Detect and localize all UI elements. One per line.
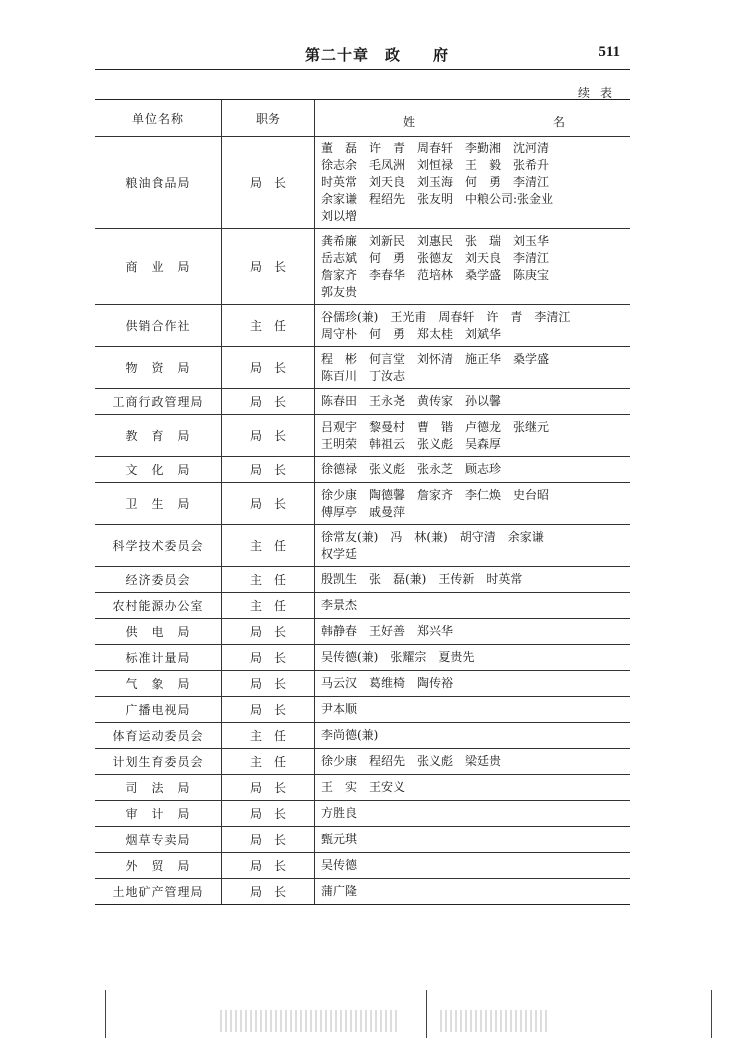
scan-noise [440, 1010, 550, 1032]
names-line: 殷凯生 张 磊(兼) 王传新 时英常 [321, 572, 523, 586]
names-line: 龚希廉 刘新民 刘惠民 张 瑞 刘玉华 [321, 233, 550, 248]
unit-name-cell: 经济委员会 [95, 567, 222, 593]
names-cell [315, 645, 631, 671]
unit-name-cell: 农村能源办公室 [95, 593, 222, 619]
post-cell: 局 长 [222, 645, 315, 671]
names-line: 谷儒珍(兼) 王光甫 周春轩 许 青 李清江 [321, 309, 571, 324]
names-line: 董 磊 许 青 周春轩 李勤湘 沈河清 [321, 141, 550, 155]
names-cell [315, 457, 631, 483]
names-line: 甄元琪 [321, 832, 358, 846]
post-cell: 主 任 [222, 567, 315, 593]
names-cell [315, 801, 631, 827]
unit-name-cell: 供 电 局 [95, 619, 222, 645]
table-row [95, 749, 630, 775]
names-line: 岳志斌 何 勇 张德友 刘天良 李清江 [321, 250, 550, 265]
names-line: 程 彬 何言堂 刘怀清 施正华 桑学盛 [321, 351, 550, 366]
post-cell: 局 长 [222, 671, 315, 697]
scan-noise [220, 1010, 400, 1032]
post-cell: 局 长 [222, 853, 315, 879]
names-line: 吕观宇 黎曼村 曹 锴 卢德龙 张继元 [321, 419, 550, 434]
names-line: 李尚德(兼) [321, 728, 379, 742]
unit-name-cell: 气 象 局 [95, 671, 222, 697]
table-row [95, 593, 630, 619]
unit-name-cell: 外 贸 局 [95, 853, 222, 879]
names-cell [315, 567, 631, 593]
table-row [95, 305, 630, 347]
names-cell [315, 879, 631, 905]
table-row [95, 775, 630, 801]
unit-name-cell: 广播电视局 [95, 697, 222, 723]
unit-name-cell: 商 业 局 [95, 229, 222, 305]
unit-name-cell: 物 资 局 [95, 347, 222, 389]
column-header-post: 职务 [222, 100, 315, 137]
column-header-name [315, 100, 631, 137]
post-cell: 主 任 [222, 723, 315, 749]
names-cell [315, 697, 631, 723]
table-row [95, 801, 630, 827]
table-row [95, 415, 630, 457]
unit-name-cell: 供销合作社 [95, 305, 222, 347]
post-cell: 局 长 [222, 619, 315, 645]
table-row [95, 853, 630, 879]
unit-name-cell: 教 育 局 [95, 415, 222, 457]
post-cell: 局 长 [222, 827, 315, 853]
unit-name-cell: 标准计量局 [95, 645, 222, 671]
table-row [95, 645, 630, 671]
continued-label: 续表 [578, 86, 623, 100]
post-cell: 局 长 [222, 137, 315, 229]
names-line: 徐少康 陶德馨 詹家齐 李仁焕 史台昭 [321, 487, 550, 502]
names-cell [315, 229, 631, 305]
names-cell [315, 749, 631, 775]
header-rule [95, 69, 630, 70]
names-line: 吴传德 [321, 858, 358, 872]
table-row [95, 229, 630, 305]
unit-name-cell: 审 计 局 [95, 801, 222, 827]
unit-name-cell: 文 化 局 [95, 457, 222, 483]
names-line: 刘以增 [321, 209, 358, 223]
names-cell [315, 483, 631, 525]
names-line: 徐德禄 张义彪 张永芝 顾志珍 [321, 462, 502, 476]
names-cell [315, 671, 631, 697]
names-cell [315, 389, 631, 415]
table-row [95, 827, 630, 853]
post-cell: 主 任 [222, 305, 315, 347]
table-row [95, 723, 630, 749]
names-line: 王 实 王安义 [321, 780, 406, 794]
post-cell: 局 长 [222, 879, 315, 905]
names-line: 陈百川 丁汝志 [321, 368, 406, 383]
names-cell [315, 137, 631, 229]
table-row [95, 567, 630, 593]
names-cell [315, 305, 631, 347]
table-row [95, 525, 630, 567]
names-line: 权学廷 [321, 546, 358, 561]
names-line: 陈春田 王永尧 黄传家 孙以馨 [321, 394, 502, 408]
table-row [95, 137, 630, 229]
post-cell: 局 长 [222, 775, 315, 801]
names-line: 徐常友(兼) 冯 林(兼) 胡守清 余家谦 [321, 529, 544, 544]
post-cell: 主 任 [222, 749, 315, 775]
table-row [95, 347, 630, 389]
names-line: 傅厚亭 戚曼萍 [321, 504, 406, 519]
names-line: 方胜良 [321, 806, 358, 820]
names-line: 蒲广隆 [321, 884, 358, 898]
names-line: 尹本顺 [321, 702, 358, 716]
post-cell: 主 任 [222, 525, 315, 567]
names-line: 余家谦 程绍先 张友明 中粮公司:张金业 [321, 192, 554, 206]
names-cell [315, 827, 631, 853]
table-body [95, 137, 630, 905]
table-row [95, 671, 630, 697]
names-line: 周守朴 何 勇 郑太桂 刘斌华 [321, 326, 502, 341]
post-cell: 局 长 [222, 801, 315, 827]
scan-edge-right [711, 990, 712, 1038]
table-row [95, 483, 630, 525]
post-cell: 局 长 [222, 347, 315, 389]
names-cell [315, 347, 631, 389]
names-cell [315, 619, 631, 645]
unit-name-cell: 科学技术委员会 [95, 525, 222, 567]
table-row [95, 457, 630, 483]
unit-name-cell: 粮油食品局 [95, 137, 222, 229]
unit-name-cell: 工商行政管理局 [95, 389, 222, 415]
names-cell [315, 723, 631, 749]
names-line: 徐少康 程绍先 张义彪 梁廷贵 [321, 754, 502, 768]
names-line: 吴传德(兼) 张耀宗 夏贵先 [321, 650, 475, 664]
unit-name-cell: 卫 生 局 [95, 483, 222, 525]
chapter-title: 第二十章 政 府 [305, 46, 450, 64]
post-cell: 局 长 [222, 457, 315, 483]
table-row [95, 619, 630, 645]
post-cell: 局 长 [222, 483, 315, 525]
names-line: 韩静春 王好善 郑兴华 [321, 624, 454, 638]
names-cell [315, 775, 631, 801]
unit-name-cell: 计划生育委员会 [95, 749, 222, 775]
unit-name-cell: 土地矿产管理局 [95, 879, 222, 905]
names-line: 郭友贵 [321, 284, 358, 299]
page-header [95, 44, 630, 66]
post-cell: 局 长 [222, 389, 315, 415]
names-cell [315, 415, 631, 457]
table-row [95, 389, 630, 415]
post-cell: 局 长 [222, 415, 315, 457]
post-cell: 局 长 [222, 229, 315, 305]
post-cell: 局 长 [222, 697, 315, 723]
unit-name-cell: 体育运动委员会 [95, 723, 222, 749]
column-header-given-name: 名 [553, 114, 566, 129]
names-line: 徐志余 毛凤洲 刘恒禄 王 毅 张希升 [321, 158, 550, 172]
names-cell [315, 525, 631, 567]
names-cell [315, 593, 631, 619]
names-line: 詹家齐 李春华 范培林 桑学盛 陈庚宝 [321, 267, 550, 282]
table-header-row [95, 100, 630, 137]
names-line: 李景杰 [321, 598, 358, 612]
unit-name-cell: 司 法 局 [95, 775, 222, 801]
page-number: 511 [598, 44, 620, 60]
column-header-surname: 姓 [403, 114, 416, 129]
table-row [95, 879, 630, 905]
scan-edge-middle [426, 990, 427, 1038]
names-line: 马云汉 葛维椅 陶传裕 [321, 676, 454, 690]
names-line: 时英常 刘天良 刘玉海 何 勇 李清江 [321, 175, 550, 189]
names-cell [315, 853, 631, 879]
column-header-unit: 单位名称 [95, 100, 222, 137]
table-row [95, 697, 630, 723]
names-line: 王明荣 韩祖云 张义彪 吴森厚 [321, 436, 502, 451]
post-cell: 主 任 [222, 593, 315, 619]
officials-table [95, 99, 630, 905]
unit-name-cell: 烟草专卖局 [95, 827, 222, 853]
scan-edge-left [105, 990, 106, 1038]
